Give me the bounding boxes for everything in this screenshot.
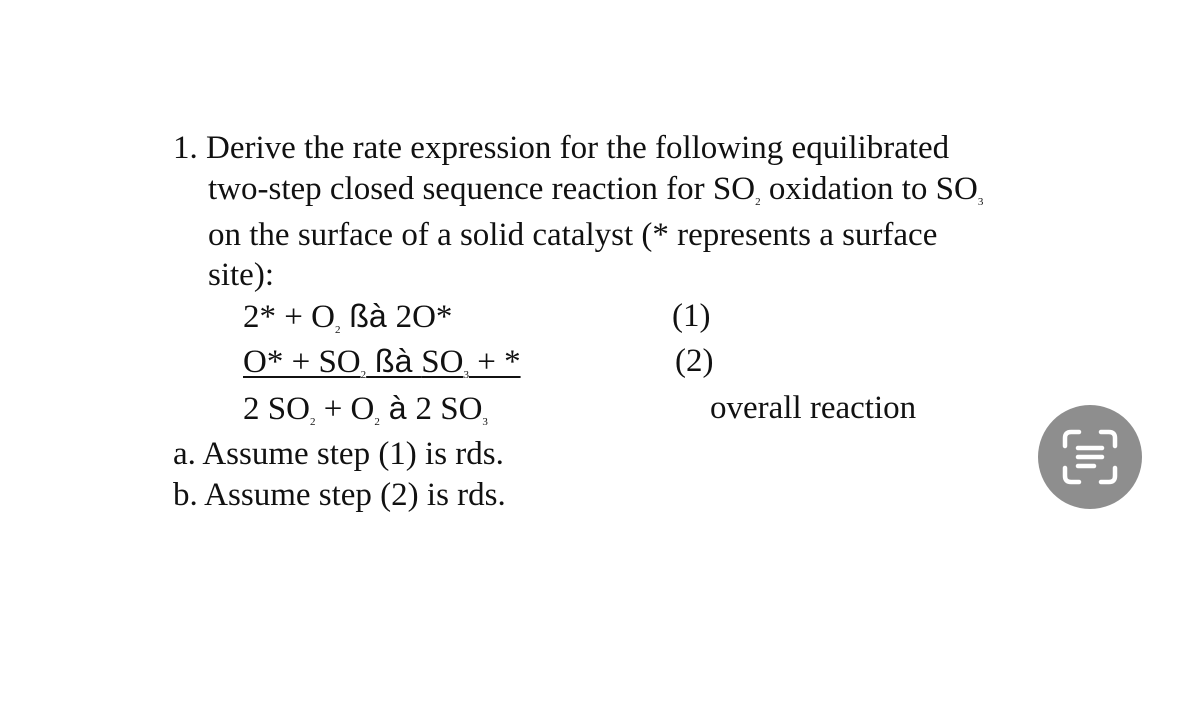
problem-line-3 (208, 215, 937, 255)
problem-number: 1. (173, 130, 198, 166)
reaction-2-number: (2) (675, 343, 714, 379)
reaction-2-products: SO (421, 344, 464, 380)
text-scan-button[interactable] (1038, 405, 1142, 509)
problem-text-line-4: site): (208, 257, 274, 293)
problem-text-line-1: Derive the rate expression for the following equilibrated (206, 130, 950, 166)
subscript: 2 (360, 369, 367, 381)
subscript: 2 (309, 416, 316, 428)
overall-label-text: overall reaction (710, 390, 917, 426)
overall-product: 2 SO (415, 391, 483, 427)
reaction-2 (243, 341, 521, 382)
equilibrium-arrow: ßà (366, 343, 422, 379)
problem-text-line-2b: oxidation to SO (760, 171, 978, 207)
overall-reactant-2: + O (315, 391, 375, 427)
subscript: 3 (463, 369, 469, 381)
problem-text-line-3: on the surface of a solid catalyst (* represents a surface (208, 217, 938, 253)
reaction-1-label (672, 296, 710, 336)
reaction-2-site: + * (468, 344, 521, 380)
overall-reaction (243, 388, 488, 429)
part-a (173, 434, 504, 474)
problem-line-4 (208, 255, 274, 295)
problem-text-line-2a: two-step closed sequence reaction for SO (208, 171, 756, 207)
part-a-text: a. Assume step (1) is rds. (173, 436, 504, 472)
reaction-1-number: (1) (672, 298, 711, 334)
subscript: 2 (755, 196, 761, 208)
reaction-1-products: 2O* (395, 299, 453, 335)
text-scan-icon (1061, 428, 1119, 486)
problem-line-2 (208, 169, 983, 209)
equilibrium-arrow: ßà (340, 298, 396, 334)
reaction-2-reactants: O* + SO (243, 344, 361, 380)
reaction-1 (243, 296, 452, 337)
reaction-2-label (675, 341, 713, 381)
overall-reaction-label (710, 388, 916, 428)
subscript: 2 (374, 416, 380, 428)
part-b (173, 475, 506, 515)
part-b-text: b. Assume step (2) is rds. (173, 477, 506, 513)
reaction-1-reactants: 2* + O (243, 299, 335, 335)
forward-arrow: à (379, 390, 416, 426)
subscript: 3 (482, 416, 488, 428)
overall-reactant-1: 2 SO (243, 391, 310, 427)
problem-line-1 (173, 128, 949, 168)
subscript: 3 (977, 196, 984, 208)
subscript: 2 (334, 324, 341, 336)
